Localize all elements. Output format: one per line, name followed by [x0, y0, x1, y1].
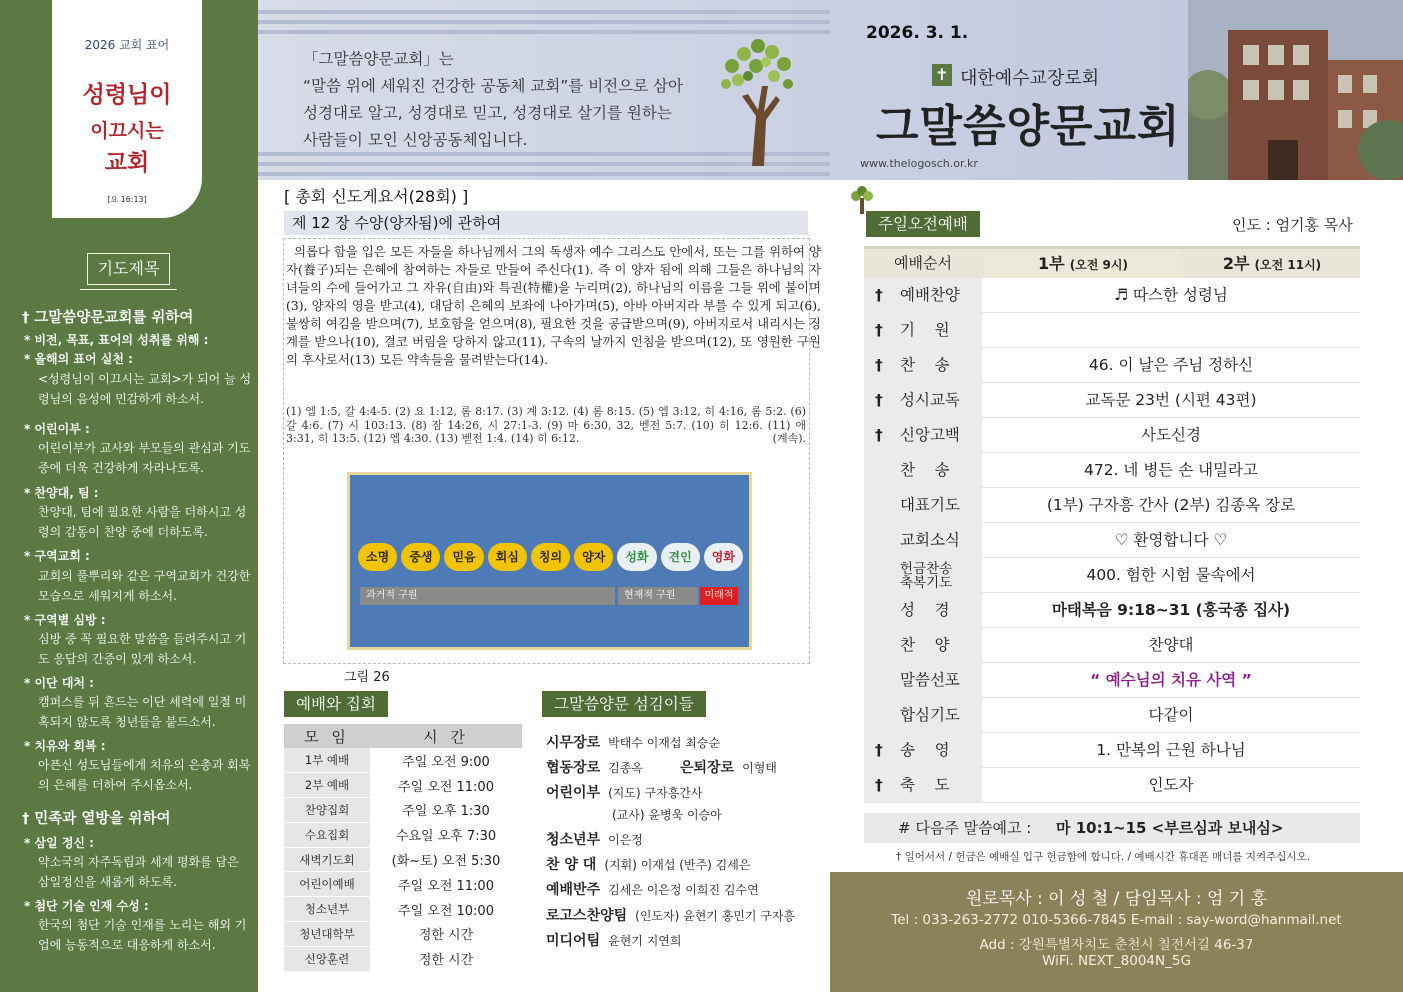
worship-order-label-cell	[864, 628, 982, 663]
worship-order-label-cell	[864, 558, 982, 593]
banner-stripe	[258, 172, 830, 176]
service-name: 어린이예배	[284, 872, 370, 897]
table-row	[284, 946, 522, 971]
servant-row	[612, 806, 722, 823]
motto-reference: [요 16:13]	[107, 195, 147, 204]
service-2-time: (오전 11시)	[1254, 258, 1322, 272]
worship-order-label: 찬 송	[900, 356, 950, 374]
column-header: 모 임	[284, 724, 370, 748]
service-name: 청년대학부	[284, 922, 370, 947]
worship-order-label-cell	[864, 488, 982, 523]
servant-row	[546, 829, 643, 849]
worship-order-label: 헌금찬송 축복기도	[900, 561, 953, 591]
prayer-item-head: * 첨단 기술 인재 수성 :	[24, 899, 149, 913]
stand-up-cross-icon: †	[875, 741, 883, 759]
pastors: 원로목사 : 이 성 철 / 담임목사 : 엄 기 홍	[965, 889, 1268, 909]
worship-order-header	[864, 246, 1360, 278]
worship-order-value: ♬ 따스한 성령님	[1114, 286, 1228, 304]
article-title: [ 총회 신도게요서(28회) ]	[284, 187, 469, 206]
stand-up-cross-icon: †	[875, 391, 883, 409]
contact-wifi: WiFi. NEXT_8004N_5G	[1042, 953, 1191, 969]
worship-notice: † 일어서서 / 헌금은 예배실 입구 헌금함에 합니다. / 예배시간 휴대폰 매너를 지켜주십시오.	[896, 851, 1311, 863]
worship-order-label: 예배찬양	[900, 286, 960, 304]
vision-line: “말씀 위에 세워진 건강한 공동체 교회”를 비전으로 삼아	[303, 77, 683, 95]
worship-order-label: 대표기도	[900, 496, 960, 514]
worship-order-row	[864, 453, 1360, 488]
banner-stripe	[258, 10, 830, 14]
worship-order-label-cell	[864, 523, 982, 558]
figure-caption: 그림 26	[344, 670, 390, 685]
church-building-image	[1188, 0, 1403, 180]
service-time: 수요일 오후 7:30	[370, 822, 522, 847]
servant-row	[546, 782, 702, 802]
service-name: 청소년부	[284, 897, 370, 922]
worship-order-label: 찬 송	[900, 461, 950, 479]
worship-order-label-cell	[864, 733, 982, 768]
church-website: www.thelogosch.or.kr	[860, 157, 978, 170]
worship-order-value	[982, 313, 1360, 348]
salvation-step: 영화	[704, 543, 743, 571]
worship-order-label-cell	[864, 768, 982, 803]
worship-order-value: 472. 네 병든 손 내밀라고	[1083, 461, 1258, 479]
service-time: 주일 오전 10:00	[370, 897, 522, 922]
servant-row	[546, 930, 681, 950]
worship-order-value: 46. 이 날은 주님 정하신	[1088, 356, 1254, 374]
article-body	[286, 243, 821, 369]
banner-stripe	[258, 30, 830, 34]
worship-order-value: 사도신경	[1141, 426, 1201, 444]
service-time: 주일 오전 9:00	[370, 748, 522, 773]
servant-role: 예배반주	[546, 882, 601, 898]
prayer-item-head: * 삼일 정신 :	[24, 836, 94, 850]
service-name: 새벽기도회	[284, 847, 370, 872]
salvation-step: 믿음	[444, 543, 483, 571]
servant-role: 협동장로	[546, 760, 601, 776]
services-table-body	[284, 748, 522, 971]
worship-order-label-cell	[864, 278, 982, 313]
contact-tel: Tel : 033-263-2772 010-5366-7845 E-mail : say-word@hanmail.net	[891, 912, 1342, 928]
footer	[830, 872, 1403, 992]
vision-line: 사람들이 모인 신앙공동체입니다.	[303, 131, 528, 149]
motto-card	[52, 0, 202, 218]
table-row	[284, 822, 522, 847]
present-salvation-bar: 현재적 구원	[618, 587, 698, 605]
stand-up-cross-icon: †	[875, 286, 883, 304]
prayer-item-body: 아픈신 성도님들에게 치유의 은총과 회복의 은혜를 더하여 주시옵소서.	[38, 758, 251, 792]
service-time: 주일 오전 11:00	[370, 872, 522, 897]
prayer-item-body: 캠퍼스를 뒤 흔드는 이단 세력에 일절 미혹되지 않도록 청년들을 붙드소서.	[38, 695, 247, 729]
prayer-item-body: 한국의 첨단 기술 인재를 노리는 해외 기업에 능동적으로 대응하게 하소서.	[38, 918, 247, 952]
bulletin-date: 2026. 3. 1.	[866, 23, 969, 43]
servant-row	[546, 905, 795, 925]
worship-order-rows	[864, 278, 1360, 803]
worship-order-label-cell	[864, 698, 982, 733]
worship-order-row	[864, 278, 1360, 313]
service-time: 주일 오전 11:00	[370, 773, 522, 798]
prayer-item-head: * 어린이부 :	[24, 422, 90, 436]
motto-year: 2026 교회 표어	[84, 38, 170, 52]
worship-order-row	[864, 768, 1360, 803]
service-name: 1부 예배	[284, 748, 370, 773]
contact-address: Add : 강원특별자치도 춘천시 칠전서길 46-37	[979, 937, 1254, 953]
next-week-preview	[864, 813, 1360, 843]
worship-order-label: 기 원	[900, 321, 950, 339]
motto-line-1: 성령님이	[82, 82, 172, 108]
service-time: (화~토) 오전 5:30	[370, 847, 522, 872]
worship-order-label: 합심기도	[900, 706, 960, 724]
prayer-item-head: * 올해의 표어 실천 :	[24, 352, 133, 366]
article-paragraph: 의롭다 함을 입은 모든 자들을 하나님께서 그의 독생자 예수 그리스도 안에서, 또는 그를 위하여 양자(養子)되는 은혜에 참여하는 자들로 만들어 주신다(1). 즉 이 양자 됨에 의해 그들은 하나님의 자녀들의 수에 들어가고 그 자유(自由)와 특권(特權)을 누리며(2), 하나님의 이름을 그들 위에 붙이며(3), 양자의 영을 받고(4), 대담히 은혜의 보좌에 나아가며(5), 아바 아버지라 부를 수 있게 되고(6), 불쌍히 여김을 받으며(7), 보호함을 얻으며(8), 필요한 것을 공급받으며(9), 아버지로서 내리시는 징계를 받으나(10), 결코 버림을 당하지 않고(11), 구속의 날까지 인침을 받으며(12), 또 영원한 구원의 후사로서(13) 모든 약속들을 물려받는다(14).	[286, 244, 821, 367]
table-row	[284, 798, 522, 823]
salvation-step: 칭의	[531, 543, 570, 571]
service-1-time: (오전 9시)	[1069, 258, 1128, 272]
worship-order-row	[864, 383, 1360, 418]
servant-names: (지휘) 이재섭 (반주) 김세은	[604, 858, 751, 872]
worship-leader: 인도 : 엄기홍 목사	[1232, 216, 1353, 234]
prayer-item-body: 교회의 풀뿌리와 같은 구역교회가 건강한 모습으로 세워지게 하소서.	[38, 569, 251, 603]
worship-order-row	[864, 313, 1360, 348]
prayer-item-body: <성령님이 이끄시는 교회>가 되어 늘 성령님의 음성에 민감하게 하소서.	[38, 372, 252, 406]
table-row	[284, 872, 522, 897]
servant-row	[546, 732, 720, 752]
worship-order-label-cell	[864, 663, 982, 698]
worship-order-label-cell	[864, 383, 982, 418]
servant-role: 로고스찬양팀	[546, 908, 628, 924]
servant-role: 미디어팀	[546, 933, 601, 949]
prayer-section-church: † 그말씀양문교회를 위하여	[22, 310, 194, 326]
table-header-row	[284, 724, 522, 748]
worship-order-label: 찬 양	[900, 636, 950, 654]
future-salvation-bar: 미래적	[700, 587, 738, 605]
prayer-item-head: * 구역별 심방 :	[24, 613, 106, 627]
servant-names: 김세은 이은정 이희진 김수연	[608, 883, 759, 897]
salvation-step: 견인	[661, 543, 700, 571]
service-name: 2부 예배	[284, 773, 370, 798]
worship-order-value: 마태복음 9:18~31 (홍국종 집사)	[1051, 601, 1291, 619]
worship-order-row	[864, 418, 1360, 453]
salvation-step: 성화	[617, 543, 656, 571]
worship-order-label: 축 도	[900, 776, 950, 794]
column-header-service-1	[984, 249, 1182, 278]
worship-order-row	[864, 593, 1360, 628]
services-table	[284, 724, 522, 972]
column-header-service-2	[1184, 249, 1360, 278]
servant-row	[546, 879, 759, 899]
prayer-item-head: * 비전, 목표, 표어의 성취를 위해 :	[24, 333, 209, 347]
worship-order-value: 인도자	[1148, 776, 1194, 794]
worship-order-label: 말씀선포	[900, 671, 960, 689]
service-1-label: 1부	[1038, 254, 1065, 273]
worship-order-table	[864, 246, 1360, 803]
servant-row	[680, 757, 777, 777]
next-week-passage: 마 10:1~15 <부르심과 보내심>	[1056, 819, 1284, 837]
vision-line: 「그말씀양문교회」는	[303, 50, 454, 68]
worship-order-value: ♡ 환영합니다 ♡	[1114, 531, 1228, 549]
vision-line: 성경대로 알고, 성경대로 믿고, 성경대로 살기를 원하는	[303, 104, 672, 122]
service-name: 신앙훈련	[284, 946, 370, 971]
servant-row	[546, 854, 750, 874]
worship-order-label-cell	[864, 418, 982, 453]
church-name: 그말씀양문교회	[876, 101, 1181, 152]
servant-names: 김종옥	[608, 761, 643, 775]
prayer-item-body: 어린이부가 교사와 부모들의 관심과 기도 중에 더욱 건강하게 자라나도록.	[38, 441, 251, 475]
table-row	[284, 748, 522, 773]
service-name: 찬양집회	[284, 798, 370, 823]
worship-order-label: 교회소식	[900, 531, 960, 549]
worship-order-label-cell	[864, 453, 982, 488]
footnotes-text: (1) 엡 1:5, 갈 4:4-5. (2) 요 1:12, 롬 8:17. (3) 계 3:12. (4) 롬 8:15. (5) 엡 3:12, 히 4:16, 롬 5:2. (6) 갈 4:6. (7) 시 103:13. (8) 잠 14:26, 시 27:1-3. (9) 마 6:30, 32, 벧전 5:7. (10) 히 12:6. (11) 애 3:31, 히 13:5. (12) 엡 4:30. (13) 벧전 1:4. (14) 히 6:12.	[286, 405, 806, 445]
worship-order-label: 성 경	[900, 601, 950, 619]
worship-order-value: 찬양대	[1148, 636, 1194, 654]
worship-order-value: 교독문 23번 (시편 43편)	[1085, 391, 1257, 409]
servant-role: 은퇴장로	[680, 760, 735, 776]
salvation-steps	[358, 543, 743, 571]
servant-names: 이형태	[742, 761, 777, 775]
worship-order-row	[864, 348, 1360, 383]
vision-statement	[303, 46, 723, 154]
prayer-item-head: * 찬양대, 팀 :	[24, 486, 99, 500]
worship-order-row	[864, 523, 1360, 558]
worship-order-row	[864, 558, 1360, 593]
table-row	[284, 773, 522, 798]
service-2-label: 2부	[1222, 254, 1250, 273]
denomination-logo-icon: ✝	[932, 64, 952, 86]
servant-role: 어린이부	[546, 785, 601, 801]
stand-up-cross-icon: †	[875, 321, 883, 339]
stand-up-cross-icon: †	[875, 426, 883, 444]
worship-order-label: 송 영	[900, 741, 950, 759]
worship-order-label-cell	[864, 313, 982, 348]
service-time: 주일 오후 1:30	[370, 798, 522, 823]
tree-logo	[712, 36, 802, 166]
table-row	[284, 922, 522, 947]
worship-order-row	[864, 698, 1360, 733]
salvation-order-figure	[347, 472, 752, 650]
servant-names: (교사) 윤병욱 이승아	[612, 808, 722, 822]
servant-names: 이은정	[608, 833, 643, 847]
worship-order-value: “ 예수님의 치유 사역 ”	[1090, 671, 1252, 689]
worship-title: 주일오전예배	[866, 211, 980, 237]
stand-up-cross-icon: †	[875, 776, 883, 794]
worship-order-label-cell	[864, 593, 982, 628]
worship-order-row	[864, 663, 1360, 698]
servant-names: 윤현기 지연희	[608, 934, 682, 948]
worship-order-value: 다같이	[1148, 706, 1194, 724]
prayer-item-head: * 구역교회 :	[24, 549, 90, 563]
continued-label: (계속).	[772, 432, 806, 445]
stand-up-cross-icon: †	[875, 356, 883, 374]
servant-role: 시무장로	[546, 735, 601, 751]
tree-icon	[850, 186, 874, 214]
past-salvation-bar: 과거적 구원	[360, 587, 615, 605]
prayer-item-body: 찬양대, 팀에 필요한 사람을 더하시고 성령의 감동이 찬양 중에 더하도록.	[38, 505, 247, 539]
next-week-label: # 다음주 말씀예고 :	[898, 819, 1032, 837]
servant-row	[546, 757, 643, 777]
servant-names: (지도) 구자흥간사	[608, 786, 703, 800]
worship-order-label: 성시교독	[900, 391, 960, 409]
servant-role: 청소년부	[546, 832, 601, 848]
prayer-section-nation: † 민족과 열방을 위하여	[22, 811, 171, 827]
column-header: 시 간	[370, 724, 522, 748]
table-row	[284, 847, 522, 872]
prayer-title-divider	[80, 289, 177, 290]
worship-order-value: (1부) 구자흥 간사 (2부) 김종옥 장로	[1046, 496, 1296, 514]
article-chapter: 제 12 장 수양(양자됨)에 관하여	[284, 211, 808, 235]
worship-order-label-cell	[864, 348, 982, 383]
worship-order-value: 1. 만복의 근원 하나님	[1096, 741, 1246, 759]
motto-line-3: 교회	[104, 150, 150, 176]
motto-line-2: 이끄시는	[90, 120, 164, 142]
worship-order-label: 신앙고백	[900, 426, 960, 444]
prayer-item-head: * 치유와 회복 :	[24, 739, 106, 753]
servant-names: 박태수 이재섭 최승순	[608, 736, 721, 750]
denomination: 대한예수교장로회	[960, 68, 1100, 89]
service-time: 정한 시간	[370, 946, 522, 971]
salvation-step: 양자	[574, 543, 613, 571]
prayer-item-body: 심방 중 꼭 필요한 말씀을 들려주시고 기도 응답의 간증이 있게 하소서.	[38, 632, 247, 666]
servant-role: 찬 양 대	[546, 857, 597, 873]
servant-names: (인도자) 윤현기 홍민기 구자흥	[635, 909, 796, 923]
column-header: 예배순서	[894, 254, 952, 272]
salvation-step: 소명	[358, 543, 397, 571]
prayer-item-body: 약소국의 자주독립과 세계 평화를 담은 삼일정신을 새롭게 하도록.	[38, 855, 239, 889]
worship-order-row	[864, 628, 1360, 663]
servants-title: 그말씀양문 섬김이들	[542, 691, 706, 717]
salvation-step: 회심	[488, 543, 527, 571]
prayer-item-head: * 이단 대처 :	[24, 676, 94, 690]
worship-order-value: 400. 험한 시험 물속에서	[1086, 566, 1256, 584]
services-title: 예배와 집회	[284, 691, 388, 717]
salvation-step: 중생	[401, 543, 440, 571]
table-row	[284, 897, 522, 922]
article-footnotes	[286, 405, 806, 446]
service-name: 수요집회	[284, 822, 370, 847]
service-time: 정한 시간	[370, 922, 522, 947]
worship-order-row	[864, 733, 1360, 768]
prayer-title: 기도제목	[87, 253, 170, 285]
worship-order-row	[864, 488, 1360, 523]
banner-stripe	[258, 20, 830, 24]
